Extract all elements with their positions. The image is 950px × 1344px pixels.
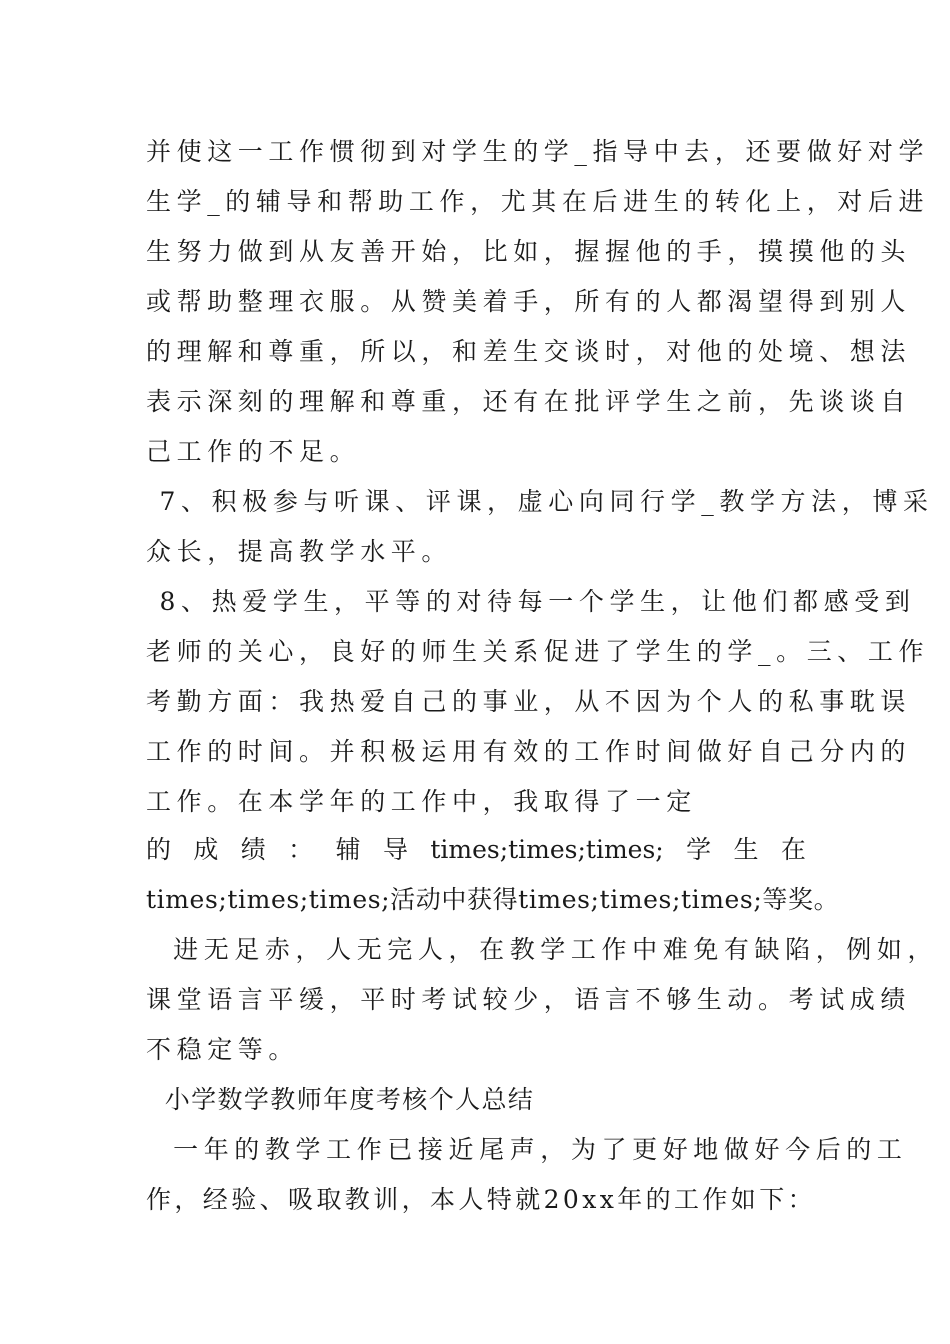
text-line: 的理解和尊重，所以，和差生交谈时，对他的处境、想法 <box>146 337 912 366</box>
justified-text-line <box>146 830 806 870</box>
word: 成 <box>193 835 219 864</box>
word: 绩 <box>240 835 266 864</box>
text-line: times;times;times;活动中获得times;times;times;等奖。 <box>146 885 840 914</box>
section-title: 小学数学教师年度考核个人总结 <box>146 1085 535 1114</box>
text-line: 众长，提高教学水平。 <box>146 537 453 566</box>
word: times;times;times; <box>430 835 664 864</box>
text-line: 课堂语言平缓，平时考试较少，语言不够生动。考试成绩 <box>146 985 912 1014</box>
word: 导 <box>382 835 408 864</box>
word: 辅 <box>335 835 361 864</box>
text-line: 考勤方面：我热爱自己的事业，从不因为个人的私事耽误 <box>146 687 912 716</box>
text-line: 老师的关心，良好的师生关系促进了学生的学_。三、工作 <box>146 637 930 666</box>
text-line: 不稳定等。 <box>146 1035 300 1064</box>
text-line: 或帮助整理衣服。从赞美着手，所有的人都渴望得到别人 <box>146 287 912 316</box>
word: 的 <box>146 835 172 864</box>
text-line: 己工作的不足。 <box>146 437 361 466</box>
text-line: 工作。在本学年的工作中，我取得了一定 <box>146 787 697 816</box>
word: 生 <box>733 835 759 864</box>
text-line: 作，经验、吸取教训，本人特就20xx年的工作如下： <box>146 1185 817 1214</box>
text-line: 并使这一工作惯彻到对学生的学_指导中去，还要做好对学 <box>146 137 930 166</box>
text-line: 一年的教学工作已接近尾声，为了更好地做好今后的工 <box>146 1135 908 1164</box>
text-line: 7、积极参与听课、评课，虚心向同行学_教学方法，博采 <box>146 487 934 516</box>
word: ： <box>288 835 314 864</box>
text-line: 进无足赤，人无完人，在教学工作中难免有缺陷，例如， <box>146 935 939 964</box>
text-line: 表示深刻的理解和尊重，还有在批评学生之前，先谈谈自 <box>146 387 912 416</box>
text-line: 生学_的辅导和帮助工作，尤其在后进生的转化上，对后进 <box>146 187 930 216</box>
text-line: 工作的时间。并积极运用有效的工作时间做好自己分内的 <box>146 737 912 766</box>
word: 在 <box>780 835 806 864</box>
word: 学 <box>686 835 712 864</box>
text-line: 生努力做到从友善开始，比如，握握他的手，摸摸他的头 <box>146 237 912 266</box>
text-line: 8、热爱学生，平等的对待每一个学生，让他们都感受到 <box>146 587 916 616</box>
